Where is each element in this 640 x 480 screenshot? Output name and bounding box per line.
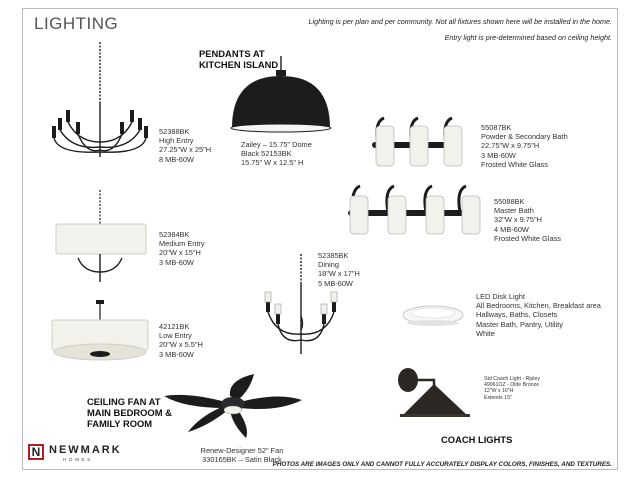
pendant-specs: Zailey – 15.75" Dome Black 52153BK 15.75" W x 12.5" H: [241, 140, 312, 168]
chandelier-high-entry-image: [48, 42, 158, 172]
pendant-heading: PENDANTS AT KITCHEN ISLAND: [199, 48, 279, 70]
vanity-3-light-image: [368, 112, 468, 172]
header-note-1: Lighting is per plan and per community. Not all fixtures shown here will be installed in the home.: [308, 17, 612, 26]
coach-light-image: [392, 362, 472, 422]
ceiling-fan-heading: CEILING FAN AT MAIN BEDROOM & FAMILY ROOM: [87, 396, 172, 429]
newmark-logo-sub: HOMES: [63, 457, 93, 462]
led-disk-specs: LED Disk Light All Bedrooms, Kitchen, Breakfast area Hallways, Baths, Closets Master Bath, Pantry, Utility White: [476, 292, 601, 338]
chandelier-dining-specs: 52385BK Dining 18"W x 17"H 5 MB-60W: [318, 251, 360, 288]
flush-low-entry-image: [48, 300, 154, 370]
ceiling-fan-specs: Renew-Designer 52" Fan 330165BK – Satin Black: [200, 446, 284, 465]
chandelier-high-entry-specs: 52388BK High Entry 27.25"W x 25"H 8 MB-60W: [159, 127, 212, 164]
drum-medium-entry-specs: 52384BK Medium Entry 20"W x 15"H 3 MB-60W: [159, 230, 205, 267]
page-title: LIGHTING: [34, 14, 119, 33]
vanity-3-light-specs: 55087BK Powder & Secondary Bath 22.75"W x 9.75"H 3 MB-60W Frosted White Glass: [481, 123, 568, 169]
led-disk-image: [401, 303, 465, 329]
vanity-4-light-image: [344, 180, 484, 240]
ceiling-fan-image: [158, 372, 308, 442]
vanity-4-light-specs: 55088BK Master Bath 32"W x 9.75"H 4 MB-60W Frosted White Glass: [494, 197, 561, 243]
coach-lights-heading: COACH LIGHTS: [441, 434, 513, 445]
pendant-dome-image: [226, 56, 336, 136]
newmark-logo-letter: N: [31, 445, 41, 459]
newmark-logo-text: NEWMARK: [49, 444, 122, 456]
footer-disclaimer: PHOTOS ARE IMAGES ONLY AND CANNOT FULLY ACCURATELY DISPLAY COLORS, FINISHES, AND TEXTURES.: [272, 461, 612, 468]
drum-medium-entry-image: [50, 190, 150, 290]
flush-low-entry-specs: 42121BK Low Entry 20"W x 5.5"H 3 MB-60W: [159, 322, 203, 359]
header-note-2: Entry light is pre-determined based on ceiling height.: [444, 33, 612, 42]
coach-light-specs: Std Coach Light - Ripley 49061OZ - Olde Bronze 12"W x 10"H Extends 15": [484, 376, 540, 401]
